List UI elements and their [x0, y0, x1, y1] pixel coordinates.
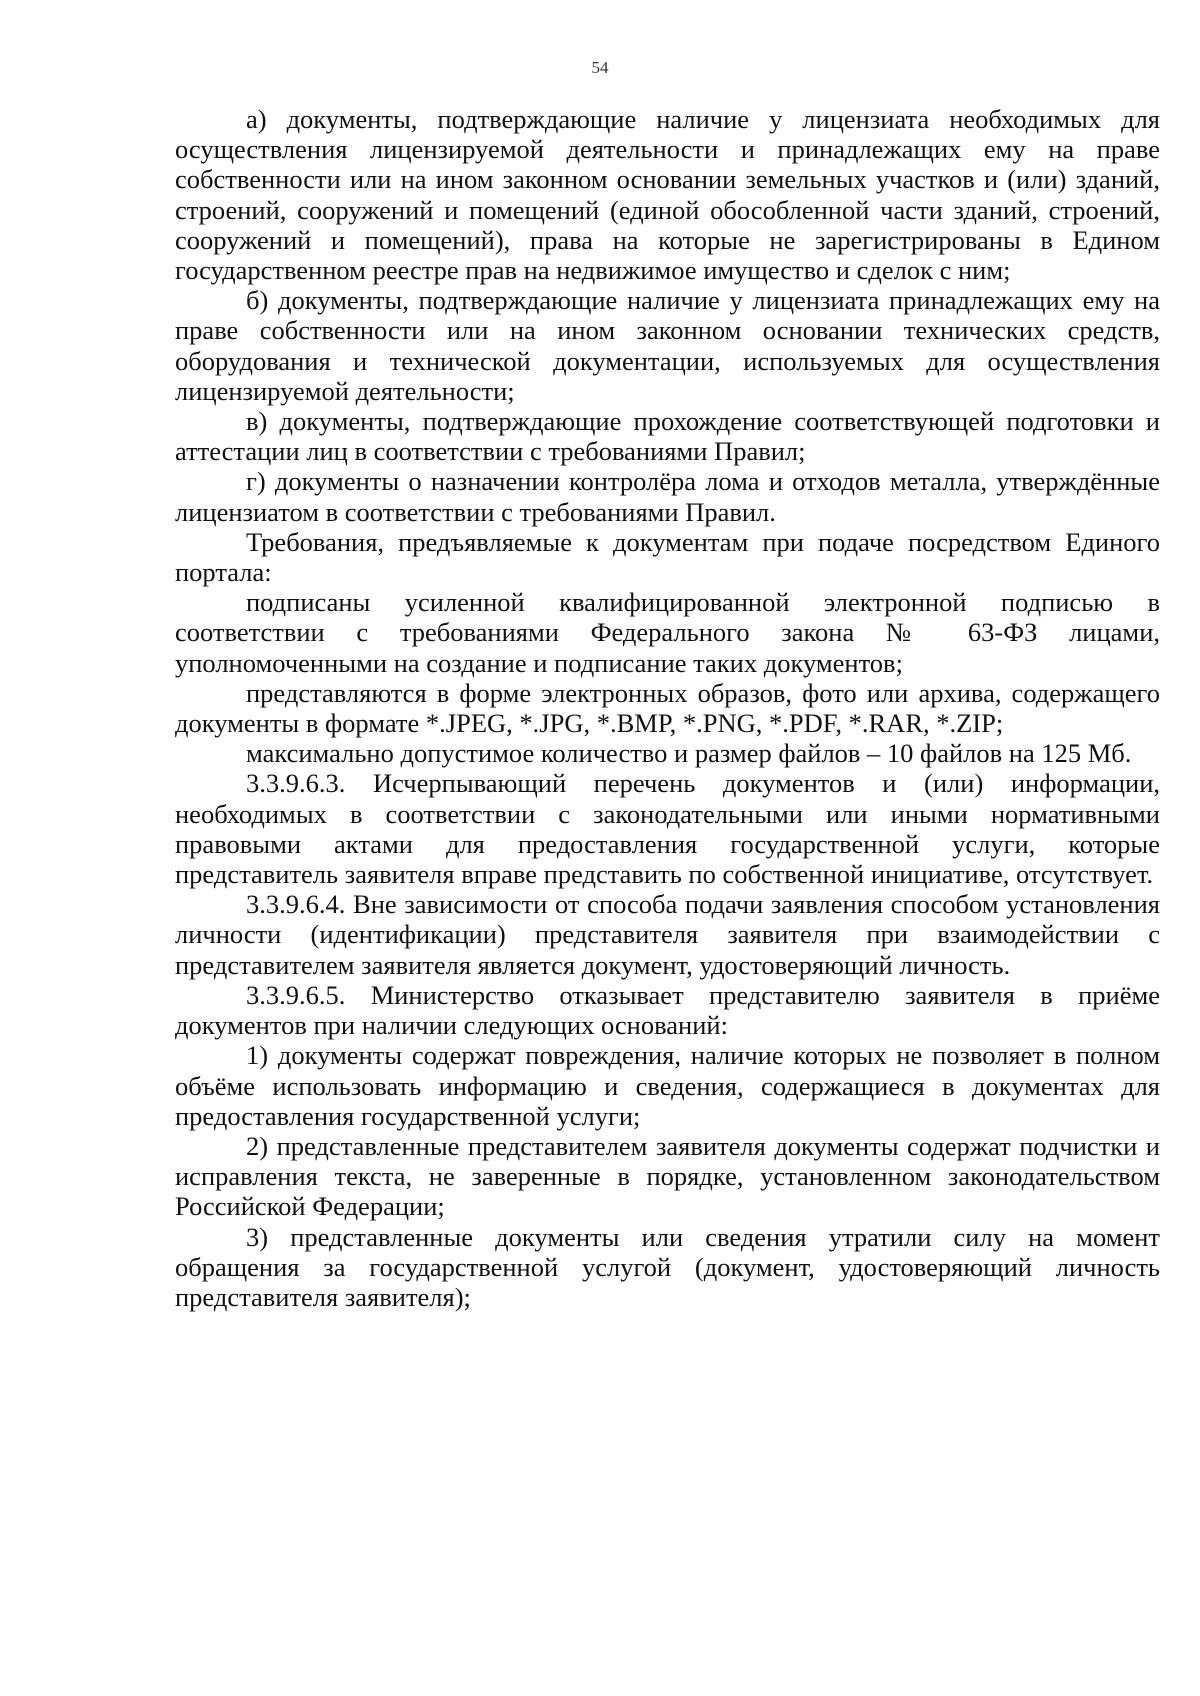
paragraph-file-limit: максимально допустимое количество и размер файлов – 10 файлов на 125 Мб.: [246, 738, 1132, 769]
paragraph-signature-requirement: подписаны усиленной квалифицированной электронной подписью в соответствии с требованиями Федерального закона № 63-ФЗ лицами, уполномоченными на создание и подписание таких документов;: [175, 587, 1160, 678]
paragraph-format-requirement: представляются в форме электронных образов, фото или архива, содержащего документы в формате *.JPEG, *.JPG, *.BMP, *.PNG, *.PDF, *.RAR, *.ZIP;: [175, 677, 1160, 739]
paragraph-ground-3: 3) представленные документы или сведения утратили силу на момент обращения за государственной услугой (документ, удостоверяющий личность представителя заявителя);: [175, 1221, 1160, 1312]
paragraph-item-g: г) документы о назначении контролёра лома и отходов металла, утверждённые лицензиатом в соответствии с требованиями Правил.: [175, 466, 1160, 527]
paragraph-ground-2: 2) представленные представителем заявителя документы содержат подчистки и исправления текста, не заверенные в порядке, установленном законодательством Российской Федерации;: [175, 1130, 1160, 1222]
paragraph-section-3-3-9-6-3: 3.3.9.6.3. Исчерпывающий перечень документов и (или) информации, необходимых в соответствии с законодательными или иными нормативными правовыми актами для предоставления государственной услуги, которые представитель заявителя вправе представить по собственной инициативе, отсутствует.: [175, 768, 1160, 890]
paragraph-ground-1: 1) документы содержат повреждения, наличие которых не позволяет в полном объёме использовать информацию и сведения, содержащиеся в документах для предоставления государственной услуги;: [175, 1040, 1160, 1131]
document-body: [175, 104, 1160, 1312]
paragraph-item-v: в) документы, подтверждающие прохождение соответствующей подготовки и аттестации лиц в соответствии с требованиями Правил;: [175, 406, 1160, 467]
paragraph-item-a: а) документы, подтверждающие наличие у лицензиата необходимых для осуществления лицензируемой деятельности и принадлежащих ему на праве собственности или на ином законном основании земельных участков и (или) зданий, строений, сооружений и помещений (единой обособленной части зданий, строений, сооружений и помещений), права на которые не зарегистрированы в Едином государственном реестре прав на недвижимое имущество и сделок с ним;: [175, 104, 1160, 286]
page-number: 54: [591, 58, 609, 77]
paragraph-section-3-3-9-6-4: 3.3.9.6.4. Вне зависимости от способа подачи заявления способом установления личности (идентификации) представителя заявителя при взаимодействии с представителем заявителя является документ, удостоверяющий личность.: [175, 889, 1160, 980]
paragraph-section-3-3-9-6-5: 3.3.9.6.5. Министерство отказывает представителю заявителя в приёме документов при наличии следующих оснований:: [175, 979, 1160, 1041]
paragraph-item-b: б) документы, подтверждающие наличие у лицензиата принадлежащих ему на праве собственности или на ином законном основании технических средств, оборудования и технической документации, используемых для осуществления лицензируемой деятельности;: [175, 285, 1160, 406]
paragraph-portal-requirements: Требования, предъявляемые к документам при подаче посредством Единого портала:: [175, 526, 1160, 588]
